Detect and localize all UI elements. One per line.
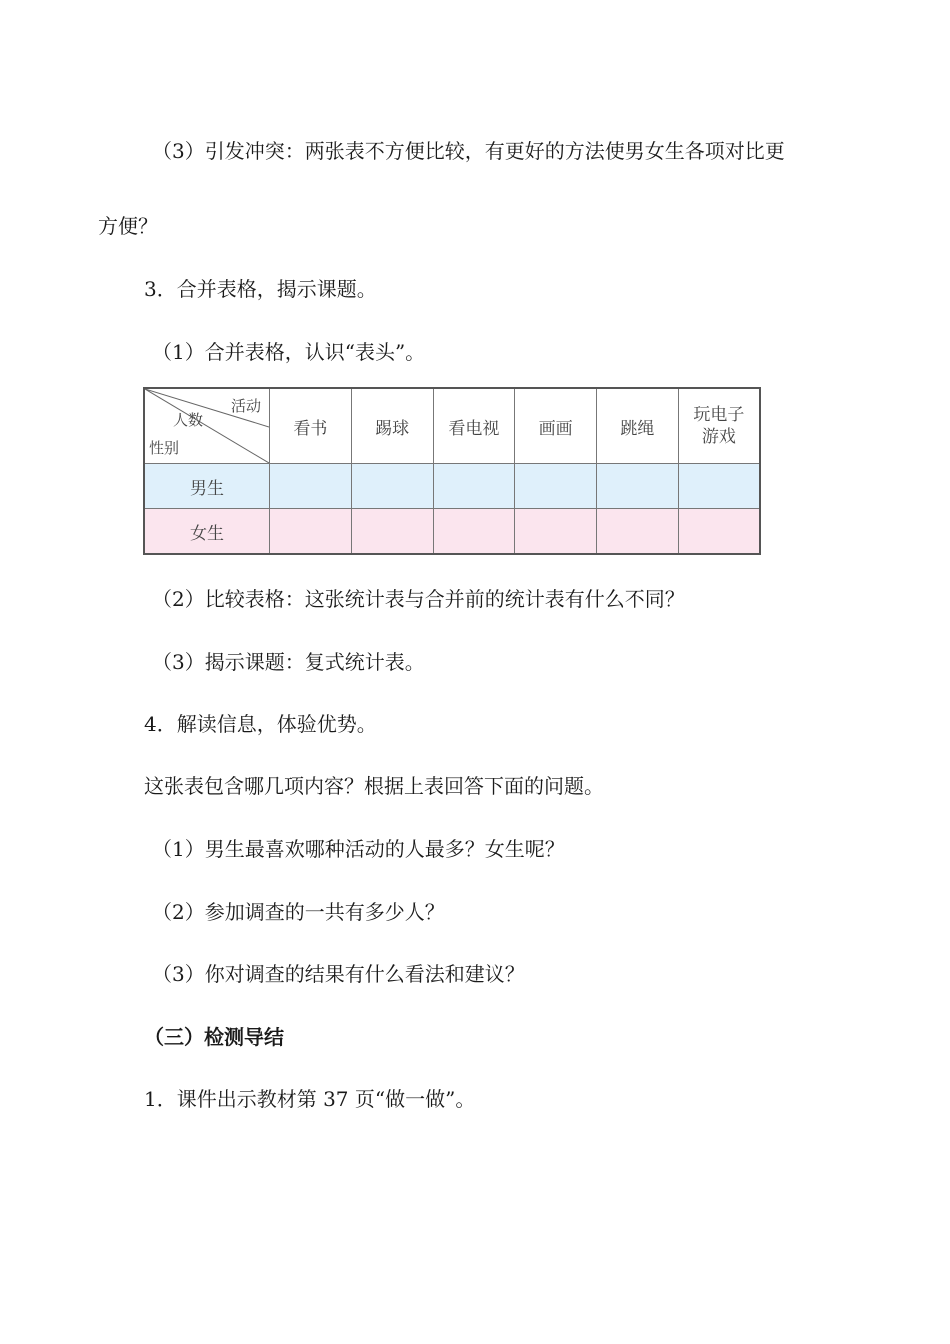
table-cell	[678, 464, 760, 509]
column-header: 看电视	[433, 388, 515, 464]
corner-activity-label: 活动	[230, 397, 261, 415]
question-1: （1）男生最喜欢哪种活动的人最多？女生呢？	[152, 837, 565, 861]
section-heading: （三）检测导结	[144, 1025, 284, 1049]
paragraph-question: 这张表包含哪几项内容？根据上表回答下面的问题。	[144, 774, 604, 798]
step-3-3: （3）揭示课题：复式统计表。	[152, 650, 425, 674]
table-header-corner	[144, 388, 270, 464]
row-header: 女生	[144, 509, 270, 555]
table-cell	[270, 464, 352, 509]
table-cell	[351, 509, 433, 555]
table-cell	[597, 509, 679, 555]
step-3-2: （2）比较表格：这张统计表与合并前的统计表有什么不同？	[152, 587, 685, 611]
question-2: （2）参加调查的一共有多少人？	[152, 900, 445, 924]
corner-gender-label: 性别	[149, 439, 180, 457]
column-header: 画画	[515, 388, 597, 464]
question-3: （3）你对调查的结果有什么看法和建议？	[152, 962, 525, 986]
table-cell	[433, 509, 515, 555]
paragraph-conflict-cont: 方便？	[98, 214, 158, 238]
step-4-heading: 4．解读信息，体验优势。	[144, 712, 377, 736]
table-cell	[515, 509, 597, 555]
row-header: 男生	[144, 464, 270, 509]
column-header: 跳绳	[597, 388, 679, 464]
table-cell	[678, 509, 760, 555]
table-cell	[515, 464, 597, 509]
column-header: 玩电子游戏	[678, 388, 760, 464]
column-header: 踢球	[351, 388, 433, 464]
table-row-boys	[144, 464, 760, 509]
table-cell	[351, 464, 433, 509]
corner-count-label: 人数	[173, 411, 204, 429]
table-row-girls	[144, 509, 760, 555]
exercise-line: 1．课件出示教材第 37 页“做一做”。	[144, 1087, 476, 1111]
table-header-row	[144, 388, 760, 464]
table-cell	[433, 464, 515, 509]
table-cell	[270, 509, 352, 555]
step-3-1: （1）合并表格，认识“表头”。	[152, 340, 426, 364]
compound-stat-table	[143, 387, 761, 555]
step-3-heading: 3．合并表格，揭示课题。	[144, 277, 377, 301]
paragraph-conflict: （3）引发冲突：两张表不方便比较，有更好的方法使男女生各项对比更	[152, 139, 785, 163]
column-header: 看书	[270, 388, 352, 464]
table-cell	[597, 464, 679, 509]
